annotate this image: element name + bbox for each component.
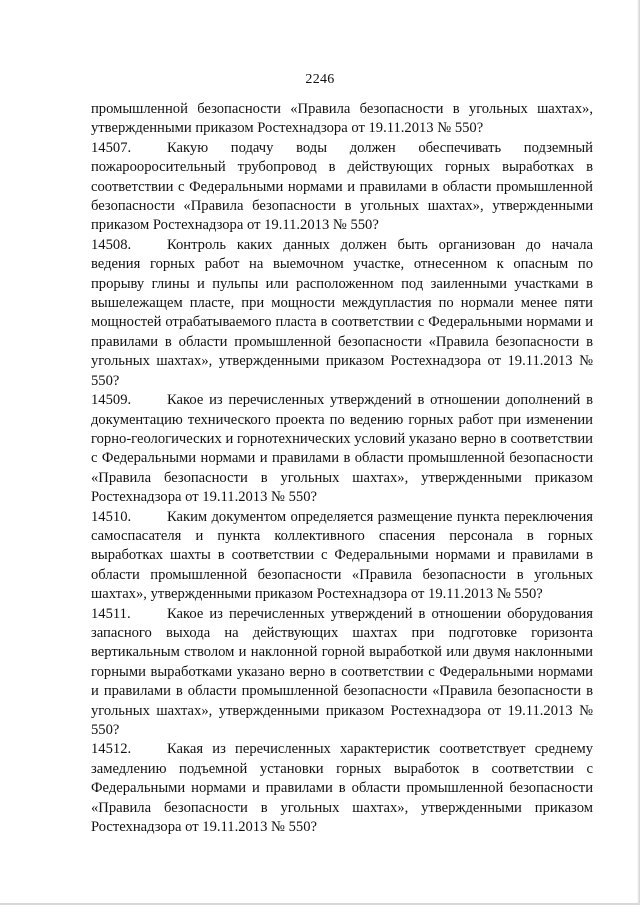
question-text: Какое из перечисленных утверждений в отношении дополнений в документацию технического проекта по ведению горных работ при изменении горно-геологических и горнотехнических условий указано верно в соответствии с Федеральными нормами и правилами в области промышленной безопасности «Правила безопасности в угольных шахтах», утвержденными приказом Ростехнадзора от 19.11.2013 № 550? — [91, 392, 593, 506]
question-14509 — [91, 391, 593, 507]
document-body — [91, 100, 593, 837]
question-14508 — [91, 236, 593, 391]
question-text: Какую подачу воды должен обеспечивать подземный пожарооросительный трубопровод в действующих горных выработках в соответствии с Федеральными нормами и правилами в области промышленной безопасности «Правила безопасности в угольных шахтах», утвержденными приказом Ростехнадзора от 19.11.2013 № 550? — [91, 139, 593, 234]
question-14511 — [91, 605, 593, 741]
question-text: Какая из перечисленных характеристик соответствует среднему замедлению подъемной установки горных выработок в соответствии с Федеральными нормами и правилами в области промышленной безопасности «Правила безопасности в угольных шахтах», утвержденными приказом Ростехнадзора от 19.11.2013 № 550? — [91, 741, 593, 836]
question-14512 — [91, 740, 593, 837]
question-number: 14511. — [91, 605, 131, 622]
question-number: 14512. — [91, 741, 132, 758]
question-number: 14510. — [91, 508, 132, 525]
question-text: Каким документом определяется размещение пункта переключения самоспасателя и пункта коллективного спасения персонала в горных выработках шахты в соответствии с Федеральными нормами и правилами в области промышленной безопасности «Правила безопасности в угольных шахтах», утвержденными приказом Ростехнадзора от 19.11.2013 № 550? — [91, 508, 593, 603]
question-number: 14508. — [91, 236, 132, 253]
question-14510 — [91, 508, 593, 605]
page-number: 2246 — [305, 72, 335, 87]
question-14507 — [91, 139, 593, 236]
continuation-paragraph: промышленной безопасности «Правила безопасности в угольных шахтах», утвержденными приказом Ростехнадзора от 19.11.2013 № 550? — [91, 101, 593, 137]
question-text: Контроль каких данных должен быть организован до начала ведения горных работ на выемочном участке, отнесенном к опасным по прорыву глины и пульпы или расположенном под заиленными участками в вышележащем пласте, при мощности междупластия по нормали менее пяти мощностей отрабатываемого пласта в соответствии с Федеральными нормами и правилами в области промышленной безопасности «Правила безопасности в угольных шахтах», утвержденными приказом Ростехнадзора от 19.11.2013 № 550? — [91, 236, 593, 389]
question-number: 14509. — [91, 392, 132, 409]
question-number: 14507. — [91, 139, 132, 156]
question-text: Какое из перечисленных утверждений в отношении оборудования запасного выхода на действующих шахтах при подготовке горизонта вертикальным стволом и наклонной горной выработкой или двумя наклонными горными выработками указано верно в соответствии с Федеральными нормами и правилами в области промышленной безопасности «Правила безопасности в угольных шахтах», утвержденными приказом Ростехнадзора от 19.11.2013 № 550? — [91, 605, 593, 738]
